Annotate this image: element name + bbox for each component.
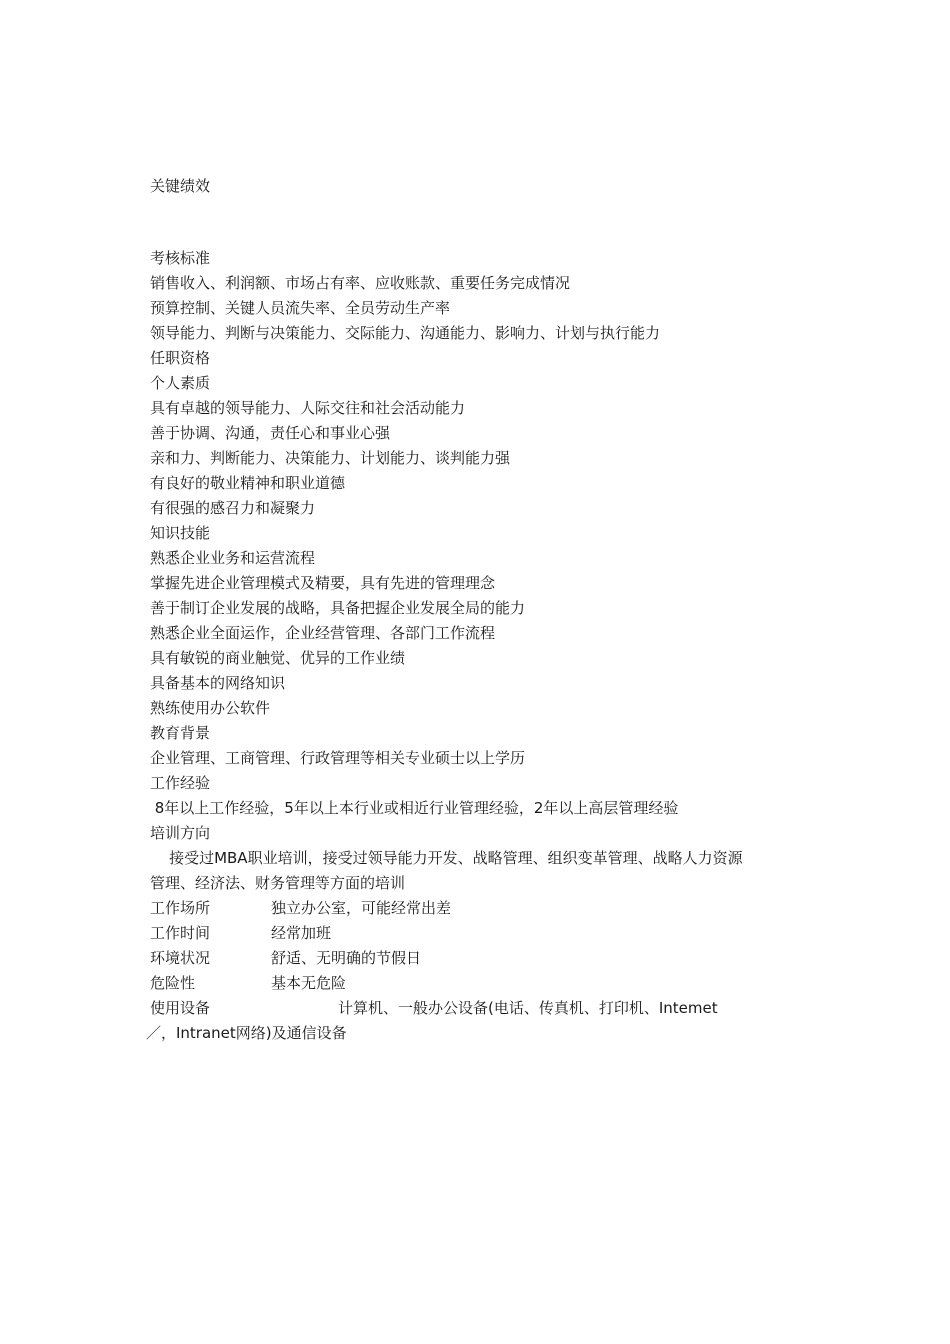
condition-row: [150, 998, 850, 1018]
section-heading: 关键绩效: [150, 177, 211, 195]
condition-label: 工作时间: [150, 924, 211, 942]
text-line: 工作经验: [150, 774, 211, 792]
condition-value: 经常加班: [271, 924, 332, 942]
text-line: 具有卓越的领导能力、人际交往和社会活动能力: [150, 399, 466, 417]
text-line: 知识技能: [150, 524, 211, 542]
text-line: ／，Intranet网络)及通信设备: [146, 1024, 347, 1042]
condition-value: 基本无危险: [271, 974, 347, 992]
text-line: 销售收入、利润额、市场占有率、应收账款、重要任务完成情况: [150, 274, 571, 292]
condition-label: 环境状况: [150, 949, 211, 967]
text-line: 亲和力、判断能力、决策能力、计划能力、谈判能力强: [150, 449, 511, 467]
text-line: 熟练使用办公软件: [150, 699, 271, 717]
condition-value: 舒适、无明确的节假日: [271, 949, 422, 967]
text-line: 教育背景: [150, 724, 211, 742]
condition-row: [150, 973, 850, 993]
text-line: 掌握先进企业管理模式及精要，具有先进的管理理念: [150, 574, 496, 592]
text-line: 具备基本的网络知识: [150, 674, 286, 692]
condition-label: 使用设备: [150, 999, 211, 1017]
text-line: 管理、经济法、财务管理等方面的培训: [150, 874, 406, 892]
condition-value: 计算机、一般办公设备(电话、传真机、打印机、Intemet: [338, 999, 718, 1017]
text-line: 接受过MBA职业培训，接受过领导能力开发、战略管理、组织变革管理、战略人力资源: [150, 849, 743, 867]
condition-row: [150, 898, 850, 918]
text-line: 具有敏锐的商业触觉、优异的工作业绩: [150, 649, 406, 667]
text-line: 考核标准: [150, 249, 211, 267]
text-line: 企业管理、工商管理、行政管理等相关专业硕士以上学历: [150, 749, 526, 767]
text-line: 有很强的感召力和凝聚力: [150, 499, 316, 517]
text-line: 8年以上工作经验，5年以上本行业或相近行业管理经验，2年以上高层管理经验: [150, 799, 679, 817]
condition-value: 独立办公室，可能经常出差: [271, 899, 452, 917]
condition-label: 工作场所: [150, 899, 211, 917]
text-line: 领导能力、判断与决策能力、交际能力、沟通能力、影响力、计划与执行能力: [150, 324, 661, 342]
condition-row: [150, 948, 850, 968]
text-line: 善于制订企业发展的战略，具备把握企业发展全局的能力: [150, 599, 526, 617]
condition-row: [150, 923, 850, 943]
text-line: 个人素质: [150, 374, 211, 392]
condition-label: 危险性: [150, 974, 196, 992]
text-line: 熟悉企业业务和运营流程: [150, 549, 316, 567]
text-line: 有良好的敬业精神和职业道德: [150, 474, 346, 492]
text-line: 熟悉企业全面运作，企业经营管理、各部门工作流程: [150, 624, 496, 642]
text-line: 善于协调、沟通，责任心和事业心强: [150, 424, 391, 442]
text-line: 任职资格: [150, 349, 211, 367]
text-line: 预算控制、关键人员流失率、全员劳动生产率: [150, 299, 451, 317]
text-line: 培训方向: [150, 824, 211, 842]
